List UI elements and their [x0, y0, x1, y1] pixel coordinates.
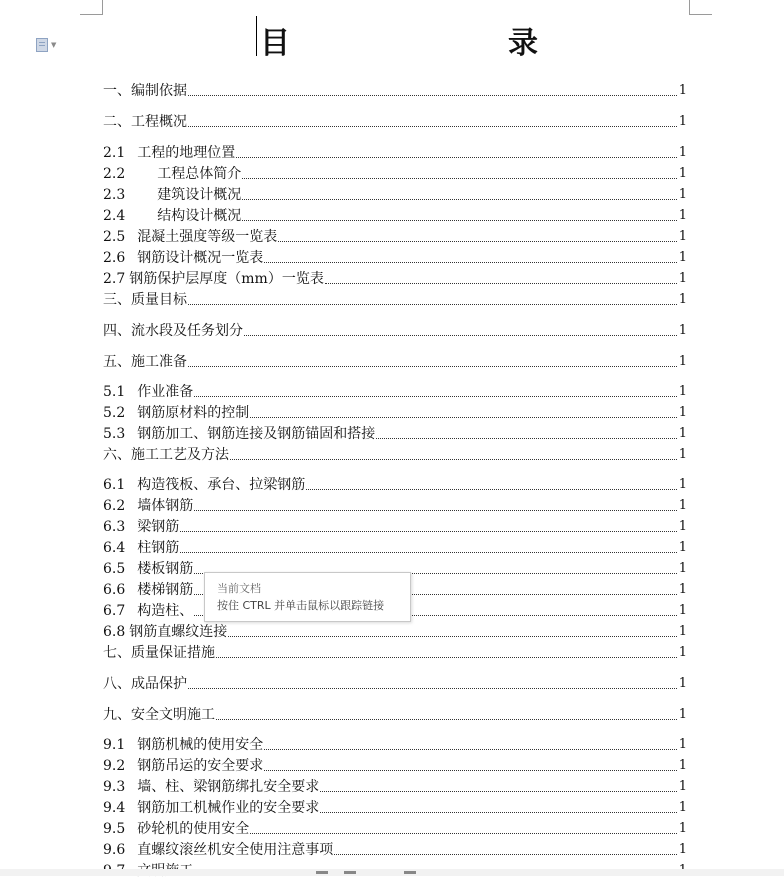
- toc-entry-label: 工程的地理位置: [137, 145, 236, 161]
- dot-leader: [325, 283, 677, 284]
- toc-entry-page: 1: [678, 758, 687, 773]
- toc-entry-label: 五、施工准备: [103, 354, 187, 370]
- toc-entry-number: 9.6: [103, 842, 126, 858]
- toc-entry-page: 1: [678, 83, 687, 98]
- toc-entry-number: 6.7: [103, 603, 126, 619]
- dot-leader: [216, 657, 677, 658]
- toc-entry-label: 六、施工工艺及方法: [103, 447, 229, 463]
- toc-entry-label: 钢筋原材料的控制: [137, 405, 250, 421]
- toc-entry-label: 墙、柱、梁钢筋绑扎安全要求: [137, 779, 320, 795]
- dot-leader: [320, 791, 676, 792]
- toc-entry-label: 钢筋机械的使用安全: [137, 737, 264, 753]
- toc-entry-label: 三、质量目标: [103, 292, 187, 308]
- toc-entry-number: 6.2: [103, 498, 126, 514]
- dot-leader: [250, 833, 676, 834]
- toc-entry[interactable]: [103, 289, 687, 309]
- dot-leader: [242, 178, 676, 179]
- toc-entry-page: 1: [678, 323, 687, 338]
- scroll-marker: [404, 871, 416, 874]
- toc-entry-page: 1: [678, 426, 687, 441]
- toc-entry-page: 1: [678, 603, 687, 618]
- toc-entry-number: 9.3: [103, 779, 126, 795]
- toc-entry-number: 5.2: [103, 405, 126, 421]
- toc-entry-page: 1: [678, 821, 687, 836]
- chevron-down-icon: ▼: [51, 41, 57, 49]
- toc-entry-page: 1: [678, 229, 687, 244]
- toc-entry[interactable]: [103, 111, 687, 131]
- dot-leader: [188, 304, 677, 305]
- toc-entry[interactable]: [103, 537, 687, 557]
- toc-entry[interactable]: [103, 205, 687, 225]
- dot-leader: [228, 636, 676, 637]
- toc-entry-label: 构造柱、: [137, 603, 194, 619]
- toc-entry-number: 2.4: [103, 208, 126, 224]
- toc-entry-page: 1: [678, 519, 687, 534]
- title-char-1: 目: [260, 26, 290, 61]
- dot-leader: [244, 335, 677, 336]
- toc-entry-number: 9.2: [103, 758, 126, 774]
- dot-leader: [320, 812, 676, 813]
- toc-entry-page: 1: [678, 447, 687, 462]
- toc-entry-label: 楼板钢筋: [137, 561, 194, 577]
- toc-entry-page: 1: [678, 800, 687, 815]
- tooltip-hint: 按住 CTRL 并单击鼠标以跟踪链接: [217, 599, 385, 612]
- toc-entry-page: 1: [678, 779, 687, 794]
- toc-entry-label: 构造筏板、承台、拉梁钢筋: [137, 477, 306, 493]
- toc-entry[interactable]: [103, 755, 687, 775]
- dot-leader: [188, 366, 677, 367]
- bottom-scroll-strip: [0, 869, 784, 876]
- toc-entry-page: 1: [678, 842, 687, 857]
- toc-entry[interactable]: [103, 402, 687, 422]
- toc-entry-label: 钢筋直螺纹连接: [129, 624, 228, 640]
- page-corner-mark-left: [80, 0, 103, 15]
- dot-leader: [216, 719, 677, 720]
- toc-entry[interactable]: [103, 818, 687, 838]
- toc-entry-page: 1: [678, 354, 687, 369]
- toc-entry-page: 1: [678, 187, 687, 202]
- dot-leader: [264, 262, 676, 263]
- toc-entry-label: 八、成品保护: [103, 676, 187, 692]
- dot-leader: [334, 854, 676, 855]
- toc-entry-page: 1: [678, 405, 687, 420]
- toc-entry-page: 1: [678, 145, 687, 160]
- toc-entry-label: 钢筋吊运的安全要求: [137, 758, 264, 774]
- toc-entry-label: 楼梯钢筋: [137, 582, 194, 598]
- dot-leader: [278, 241, 676, 242]
- toc-entry[interactable]: [103, 351, 687, 371]
- toc-entry[interactable]: [103, 776, 687, 796]
- dot-leader: [250, 417, 676, 418]
- toc-entry-label: 一、编制依据: [103, 83, 187, 99]
- toc-entry-page: 1: [678, 384, 687, 399]
- toc-entry-page: 1: [678, 292, 687, 307]
- toc-entry[interactable]: [103, 381, 687, 401]
- toc-entry-page: 1: [678, 114, 687, 129]
- toc-entry-number: 6.1: [103, 477, 126, 493]
- toc-entry-label: 建筑设计概况: [157, 187, 242, 203]
- toc-entry-page: 1: [678, 166, 687, 181]
- toc-entry[interactable]: [103, 704, 687, 724]
- tooltip-title: 当前文档: [217, 582, 261, 595]
- toc-entry-page: 1: [678, 707, 687, 722]
- toc-entry-page: 1: [678, 208, 687, 223]
- toc-entry[interactable]: [103, 226, 687, 246]
- toc-entry-label: 墙体钢筋: [137, 498, 194, 514]
- dot-leader: [180, 552, 676, 553]
- page-icon: [36, 38, 48, 52]
- toc-entry-page: 1: [678, 624, 687, 639]
- toc-entry[interactable]: [103, 247, 687, 267]
- dot-leader: [376, 438, 676, 439]
- toc-entry[interactable]: [103, 642, 687, 662]
- toc-entry[interactable]: [103, 839, 687, 859]
- toc-entry-page: 1: [678, 540, 687, 555]
- toc-entry[interactable]: [103, 673, 687, 693]
- toc-entry-page: 1: [678, 582, 687, 597]
- dot-leader: [264, 749, 676, 750]
- toc-entry[interactable]: [103, 142, 687, 162]
- toc-entry-number: 2.3: [103, 187, 126, 203]
- toc-entry-number: 5.1: [103, 384, 126, 400]
- toc-entry-page: 1: [678, 676, 687, 691]
- dot-leader: [180, 531, 676, 532]
- toc-entry-page: 1: [678, 737, 687, 752]
- toc-entry-label: 钢筋加工机械作业的安全要求: [137, 800, 320, 816]
- toc-entry-number: 9.4: [103, 800, 126, 816]
- page-corner-mark-right: [689, 0, 712, 15]
- title-char-2: 录: [508, 26, 538, 61]
- toc-entry-label: 柱钢筋: [137, 540, 180, 556]
- text-cursor: [256, 16, 257, 56]
- toc-entry[interactable]: [103, 184, 687, 204]
- toc-entry-number: 6.6: [103, 582, 126, 598]
- dot-leader: [194, 396, 676, 397]
- toc-entry-page: 1: [678, 645, 687, 660]
- toc-entry-label: 工程总体简介: [157, 166, 242, 182]
- toc-entry[interactable]: [103, 80, 687, 100]
- toc-entry-page: 1: [678, 271, 687, 286]
- toc-entry-number: 2.5: [103, 229, 126, 245]
- toc-entry-label: 钢筋加工、钢筋连接及钢筋锚固和搭接: [137, 426, 376, 442]
- toc-entry-label: 二、工程概况: [103, 114, 187, 130]
- scroll-marker: [316, 871, 328, 874]
- toc-entry-number: 6.8: [103, 624, 126, 640]
- toc-entry[interactable]: [103, 621, 687, 641]
- toc-entry[interactable]: [103, 797, 687, 817]
- toc-entry-page: 1: [678, 250, 687, 265]
- dot-leader: [306, 489, 676, 490]
- toc-entry-label: 作业准备: [137, 384, 194, 400]
- dot-leader: [188, 688, 677, 689]
- toc-entry[interactable]: [103, 320, 687, 340]
- toc-entry-label: 砂轮机的使用安全: [137, 821, 250, 837]
- toc-entry[interactable]: [103, 734, 687, 754]
- dot-leader: [242, 199, 676, 200]
- toc-entry-label: 钢筋设计概况一览表: [137, 250, 264, 266]
- toc-entry-number: 6.3: [103, 519, 126, 535]
- dot-leader: [194, 510, 676, 511]
- toc-entry-number: 6.5: [103, 561, 126, 577]
- toc-entry-label: 九、安全文明施工: [103, 707, 215, 723]
- toc-entry-label: 混凝土强度等级一览表: [137, 229, 278, 245]
- toc-entry-label: 结构设计概况: [157, 208, 242, 224]
- dot-leader: [242, 220, 676, 221]
- toc-entry-number: 2.1: [103, 145, 126, 161]
- toc-entry[interactable]: [103, 163, 687, 183]
- toc-entry-number: 6.4: [103, 540, 126, 556]
- toc-entry-number: 2.7: [103, 271, 126, 287]
- dot-leader: [188, 126, 677, 127]
- dot-leader: [236, 157, 676, 158]
- toc-entry-page: 1: [678, 498, 687, 513]
- toc-entry-number: 9.5: [103, 821, 126, 837]
- toc-entry-label: 钢筋保护层厚度（mm）一览表: [129, 271, 324, 287]
- toc-entry[interactable]: [103, 444, 687, 464]
- toc-entry-page: 1: [678, 561, 687, 576]
- toc-entry-page: 1: [678, 477, 687, 492]
- document-icon[interactable]: [36, 38, 62, 52]
- toc-entry-label: 直螺纹滚丝机安全使用注意事项: [137, 842, 334, 858]
- scroll-marker: [344, 871, 356, 874]
- dot-leader: [264, 770, 676, 771]
- dot-leader: [188, 95, 677, 96]
- toc-entry[interactable]: [103, 495, 687, 515]
- toc-entry-label: 梁钢筋: [137, 519, 180, 535]
- toc-entry[interactable]: [103, 423, 687, 443]
- toc-title: [256, 16, 556, 61]
- link-tooltip: [204, 572, 411, 622]
- toc-entry[interactable]: [103, 516, 687, 536]
- toc-entry[interactable]: [103, 474, 687, 494]
- toc-entry-number: 2.6: [103, 250, 126, 266]
- dot-leader: [230, 459, 677, 460]
- toc-entry-number: 5.3: [103, 426, 126, 442]
- toc-entry-number: 9.1: [103, 737, 126, 753]
- toc-entry-label: 四、流水段及任务划分: [103, 323, 243, 339]
- toc-entry[interactable]: [103, 268, 687, 288]
- toc-entry-number: 2.2: [103, 166, 126, 182]
- toc-entry-label: 七、质量保证措施: [103, 645, 215, 661]
